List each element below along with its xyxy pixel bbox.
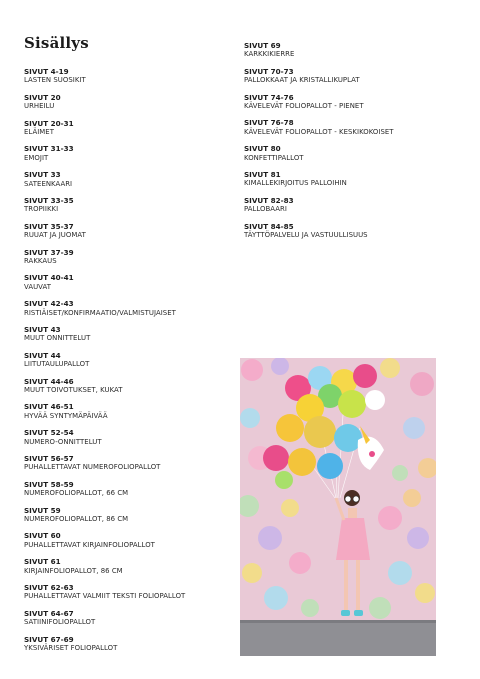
toc-entry xyxy=(24,428,234,454)
toc-label: KÄVELEVÄT FOLIOPALLOT - KESKIKOKOISET xyxy=(244,127,394,136)
toc-entry xyxy=(24,93,234,119)
toc-right-column xyxy=(244,41,454,247)
toc-entry xyxy=(24,170,234,196)
toc-pages: SIVUT 59 xyxy=(24,505,61,515)
toc-label: PALLOKKAAT JA KRISTALLIKUPLAT xyxy=(244,76,360,85)
toc-pages: SIVUT 42-43 xyxy=(24,299,74,309)
toc-pages: SIVUT 64-67 xyxy=(24,608,74,618)
toc-label: SATIINIFOLIOPALLOT xyxy=(24,618,96,627)
toc-label: TROPIIKKI xyxy=(24,205,59,214)
toc-entry xyxy=(24,67,234,93)
toc-pages: SIVUT 61 xyxy=(24,557,61,567)
toc-entry xyxy=(24,196,234,222)
toc-pages: SIVUT 35-37 xyxy=(24,221,74,231)
toc-entry xyxy=(24,583,234,609)
toc-entry xyxy=(24,299,234,325)
toc-entry xyxy=(24,531,234,557)
toc-entry xyxy=(24,609,234,635)
toc-entry xyxy=(244,170,454,196)
toc-pages: SIVUT 69 xyxy=(244,41,281,50)
toc-pages: SIVUT 52-54 xyxy=(24,428,74,438)
toc-pages: SIVUT 76-78 xyxy=(244,118,294,128)
toc-label: URHEILU xyxy=(24,102,55,111)
toc-pages: SIVUT 44-46 xyxy=(24,376,74,386)
toc-label: PUHALLETTAVAT VALMIIT TEKSTI FOLIOPALLOT xyxy=(24,592,186,601)
toc-entry xyxy=(24,377,234,403)
toc-entry xyxy=(244,144,454,170)
toc-label: NUMEROFOLIOPALLOT, 86 CM xyxy=(24,514,129,523)
toc-label: PALLOBAARI xyxy=(244,205,287,214)
balloon-party-photo xyxy=(240,358,436,656)
toc-label: NUMEROFOLIOPALLOT, 66 CM xyxy=(24,489,129,498)
toc-pages: SIVUT 74-76 xyxy=(244,92,294,102)
toc-entry xyxy=(24,480,234,506)
balloon-party-illustration xyxy=(240,358,436,656)
page-title: Sisällys xyxy=(24,34,89,52)
toc-entry xyxy=(244,196,454,222)
toc-entry xyxy=(24,144,234,170)
toc-entry xyxy=(24,273,234,299)
toc-entry xyxy=(24,248,234,274)
toc-entry xyxy=(244,118,454,144)
toc-pages: SIVUT 46-51 xyxy=(24,402,74,412)
toc-pages: SIVUT 58-59 xyxy=(24,479,74,489)
toc-label: ELÄIMET xyxy=(24,128,54,136)
toc-label: YKSIVÄRISET FOLIOPALLOT xyxy=(24,643,118,652)
toc-label: HYVÄÄ SYNTYMÄPÄIVÄÄ xyxy=(24,411,108,420)
toc-label: PUHALLETTAVAT NUMEROFOLIOPALLOT xyxy=(24,463,161,472)
toc-label: TÄYTTÖPALVELU JA VASTUULLISUUS xyxy=(244,230,368,239)
toc-pages: SIVUT 62-63 xyxy=(24,582,74,592)
toc-pages: SIVUT 81 xyxy=(244,169,281,179)
toc-entry xyxy=(24,506,234,532)
toc-entry xyxy=(24,119,234,145)
toc-left-column xyxy=(24,67,234,660)
toc-label: VAUVAT xyxy=(24,282,51,291)
toc-entry xyxy=(24,635,234,661)
toc-label: KARKKIKIERRE xyxy=(244,50,295,59)
toc-label: LIITUTAULUPALLOT xyxy=(24,360,90,369)
toc-entry xyxy=(24,222,234,248)
toc-entry xyxy=(244,41,454,67)
toc-label: NUMERO-ONNITTELUT xyxy=(24,437,102,446)
toc-label: MUUT ONNITTELUT xyxy=(24,334,91,343)
toc-pages: SIVUT 82-83 xyxy=(244,195,294,205)
toc-pages: SIVUT 37-39 xyxy=(24,247,74,257)
toc-entry xyxy=(24,325,234,351)
toc-label: SATEENKAARI xyxy=(24,179,73,188)
toc-label: MUUT TOIVOTUKSET, KUKAT xyxy=(24,385,123,394)
toc-pages: SIVUT 20-31 xyxy=(24,118,74,128)
toc-label: KIRJAINFOLIOPALLOT, 86 CM xyxy=(24,566,123,575)
toc-pages: SIVUT 60 xyxy=(24,531,61,541)
toc-label: KIMALLEKIRJOITUS PALLOIHIN xyxy=(244,179,347,188)
toc-pages: SIVUT 44 xyxy=(24,350,61,360)
toc-entry xyxy=(24,402,234,428)
toc-label: RUUAT JA JUOMAT xyxy=(24,231,86,240)
toc-pages: SIVUT 40-41 xyxy=(24,273,74,283)
toc-entry xyxy=(244,67,454,93)
toc-pages: SIVUT 70-73 xyxy=(244,66,294,76)
toc-pages: SIVUT 33 xyxy=(24,170,61,180)
toc-pages: SIVUT 80 xyxy=(244,144,281,154)
toc-pages: SIVUT 31-33 xyxy=(24,144,74,154)
toc-entry xyxy=(244,222,454,248)
toc-label: RISTIÄISET/KONFIRMAATIO/VALMISTUJAISET xyxy=(24,308,176,317)
toc-label: RAKKAUS xyxy=(24,256,57,265)
toc-entry xyxy=(24,454,234,480)
toc-pages: SIVUT 84-85 xyxy=(244,221,294,231)
toc-label: KÄVELEVÄT FOLIOPALLOT - PIENET xyxy=(244,102,364,110)
toc-label: PUHALLETTAVAT KIRJAINFOLIOPALLOT xyxy=(24,540,155,549)
toc-entry xyxy=(24,351,234,377)
toc-pages: SIVUT 56-57 xyxy=(24,453,74,463)
toc-pages: SIVUT 33-35 xyxy=(24,195,74,205)
toc-label: KONFETTIPALLOT xyxy=(244,153,304,162)
toc-label: EMOJIT xyxy=(24,153,49,162)
toc-pages: SIVUT 20 xyxy=(24,92,61,102)
toc-label: LASTEN SUOSIKIT xyxy=(24,76,86,85)
toc-pages: SIVUT 67-69 xyxy=(24,634,74,644)
toc-entry xyxy=(244,93,454,119)
toc-pages: SIVUT 43 xyxy=(24,324,61,334)
toc-pages: SIVUT 4-19 xyxy=(24,67,69,76)
toc-entry xyxy=(24,557,234,583)
